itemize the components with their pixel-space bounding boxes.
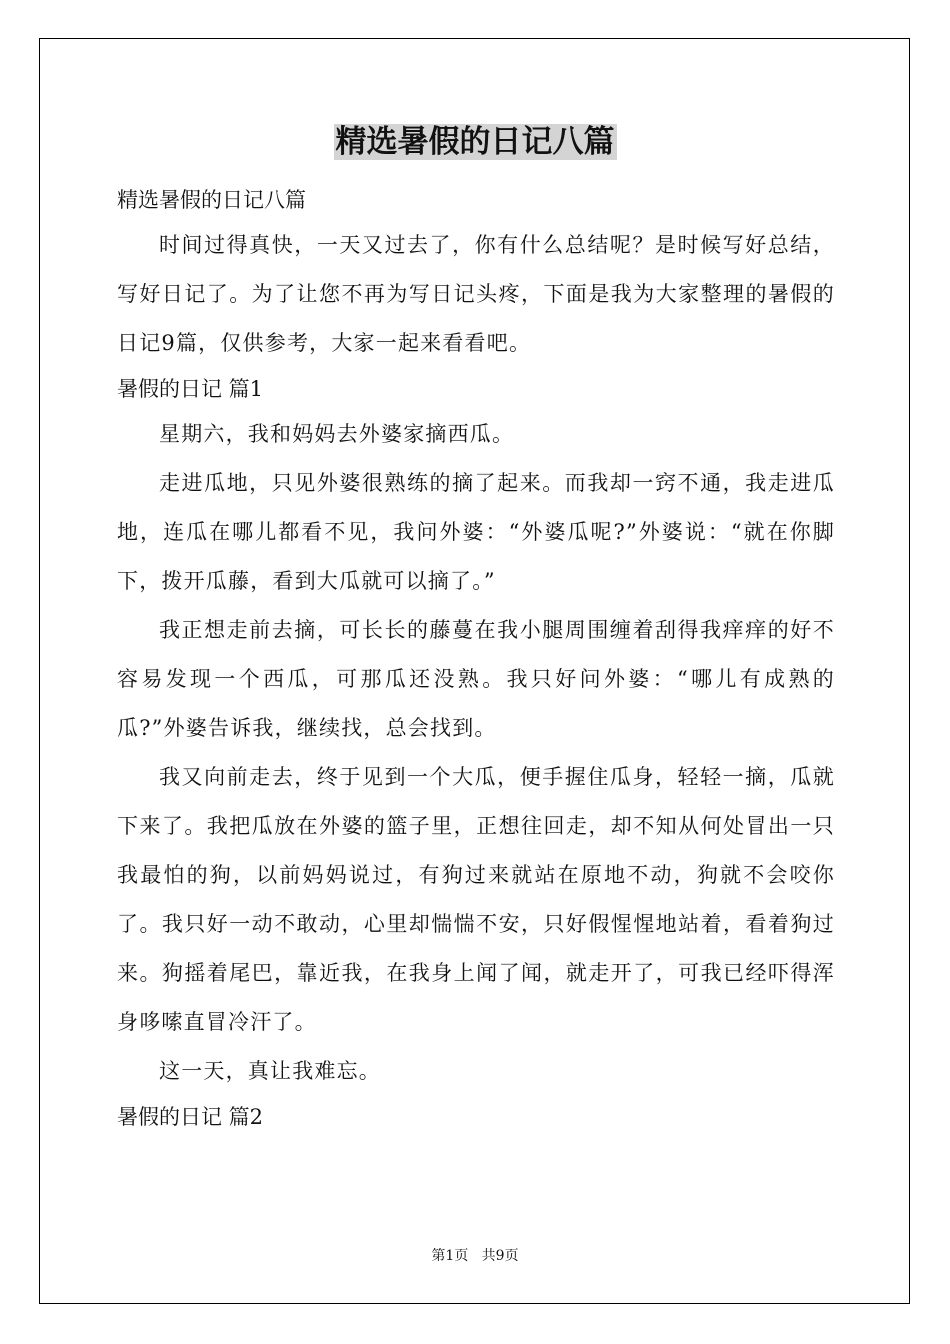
intro-paragraph: 时间过得真快，一天又过去了，你有什么总结呢？是时候写好总结，写好日记了。为了让您不再为写日记头疼，下面是我为大家整理的暑假的日记9篇，仅供参考，大家一起来看看吧。 xyxy=(117,233,835,355)
section-heading-1: 暑假的日记 篇1 xyxy=(117,377,264,401)
page-number: 第1页 共9页 xyxy=(431,1248,519,1264)
section-heading-2: 暑假的日记 篇2 xyxy=(117,1105,264,1129)
paragraph: 走进瓜地，只见外婆很熟练的摘了起来。而我却一窍不通，我走进瓜地，连瓜在哪儿都看不见，我问外婆：“外婆瓜呢?”外婆说：“就在你脚下，拨开瓜藤，看到大瓜就可以摘了。” xyxy=(117,471,835,593)
document-title-text: 精选暑假的日记八篇 xyxy=(335,124,615,160)
paragraph: 我正想走前去摘，可长长的藤蔓在我小腿周围缠着刮得我痒痒的好不容易发现一个西瓜，可那瓜还没熟。我只好问外婆：“哪儿有成熟的瓜?”外婆告诉我，继续找，总会找到。 xyxy=(117,618,835,740)
document-subtitle: 精选暑假的日记八篇 xyxy=(117,188,306,212)
paragraph: 星期六，我和妈妈去外婆家摘西瓜。 xyxy=(159,422,515,446)
paragraph: 这一天，真让我难忘。 xyxy=(159,1059,381,1083)
document-body xyxy=(117,179,835,1138)
document-title xyxy=(0,120,950,164)
page-footer xyxy=(0,1246,950,1266)
paragraph: 我又向前走去，终于见到一个大瓜，便手握住瓜身，轻轻一摘，瓜就下来了。我把瓜放在外婆的篮子里，正想往回走，却不知从何处冒出一只我最怕的狗，以前妈妈说过，有狗过来就站在原地不动，狗就不会咬你了。我只好一动不敢动，心里却惴惴不安，只好假惺惺地站着，看着狗过来。狗摇着尾巴，靠近我，在我身上闻了闻，就走开了，可我已经吓得浑身哆嗦直冒冷汗了。 xyxy=(117,765,835,1034)
